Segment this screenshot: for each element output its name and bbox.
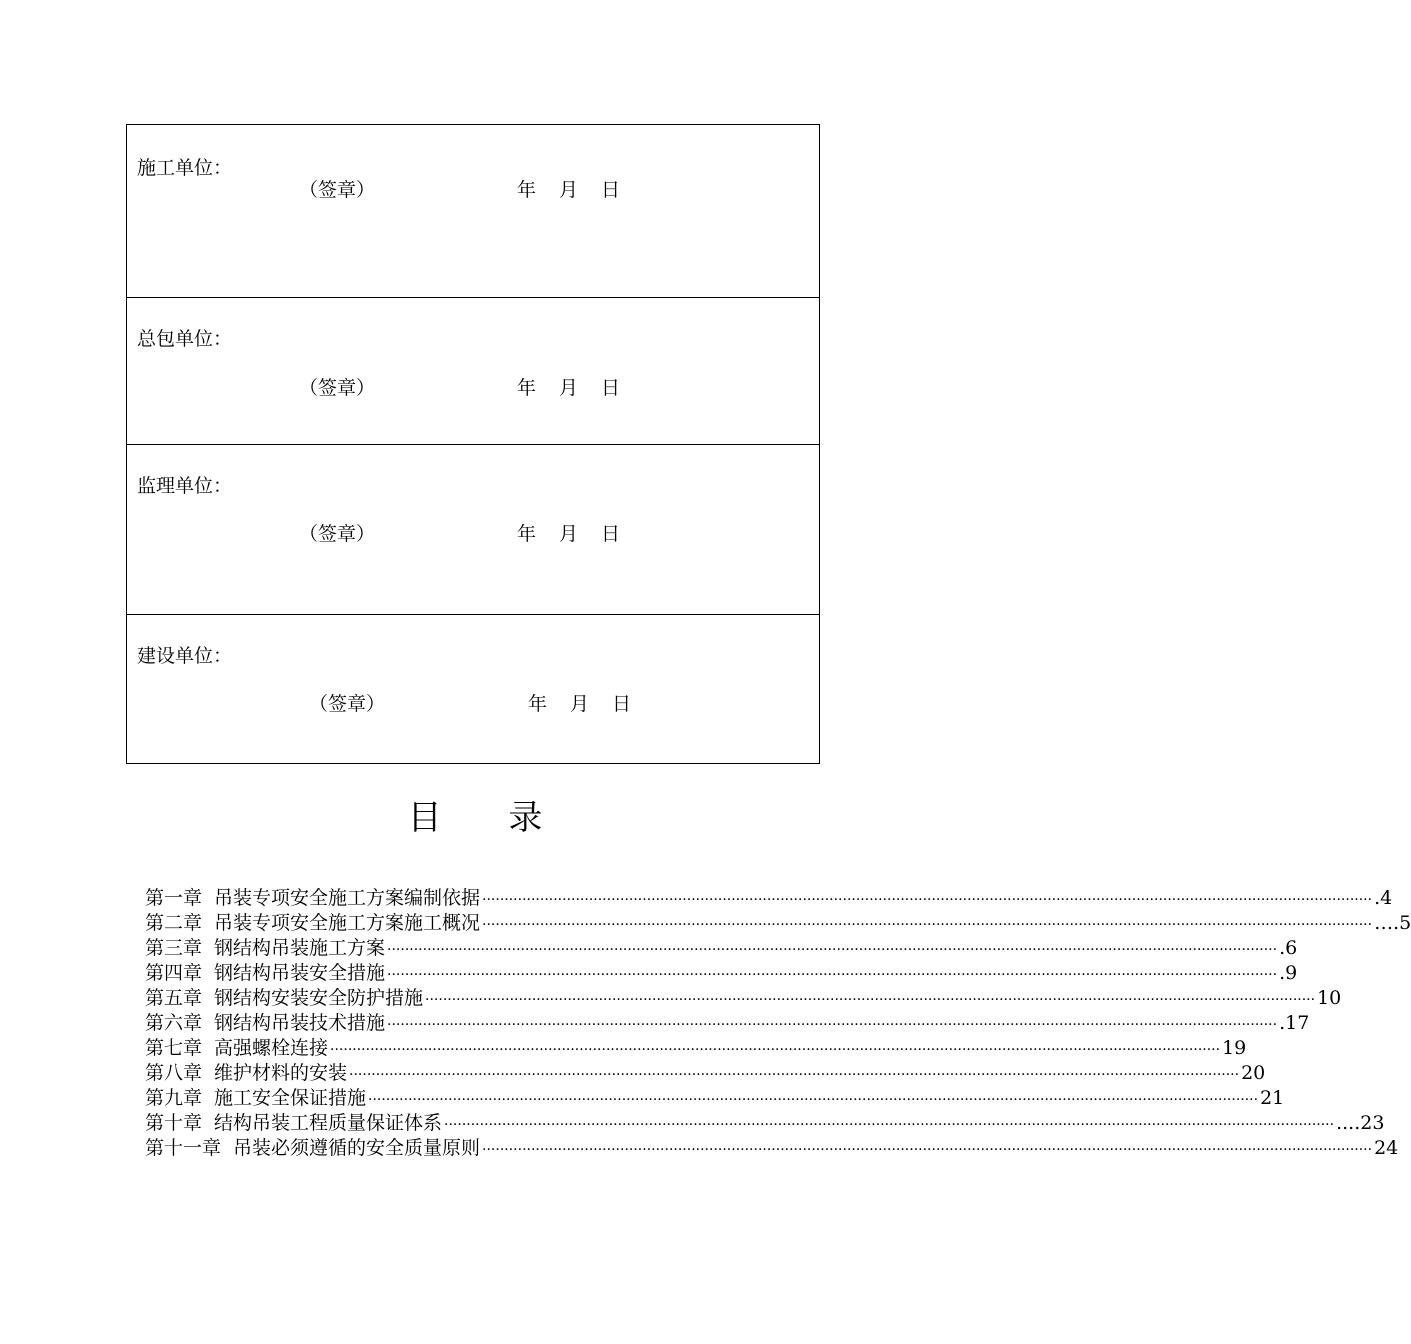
toc-entry [145, 986, 1342, 1011]
toc-chapter-number: 第八章 [145, 1062, 203, 1084]
toc-page-number: .4 [1374, 887, 1393, 909]
signature-row-owner [127, 615, 819, 765]
toc-chapter-number: 第二章 [145, 912, 203, 934]
toc-entry [145, 936, 1298, 961]
toc-page-number: 20 [1241, 1062, 1266, 1084]
toc-entry [145, 1061, 1266, 1086]
day-label: 日 [601, 179, 621, 201]
signature-row-construction [127, 125, 819, 298]
toc-page-number: .6 [1279, 937, 1298, 959]
unit-label: 建设单位： [137, 645, 233, 667]
toc-leader-dots: ········································································································································································································ [482, 1142, 1373, 1158]
toc-page-number: .17 [1279, 1012, 1310, 1034]
toc-chapter-number: 第七章 [145, 1037, 203, 1059]
toc-chapter-title: 结构吊装工程质量保证体系 [214, 1112, 443, 1134]
toc-chapter-title: 维护材料的安装 [214, 1062, 348, 1084]
toc-title: 目 录 [407, 798, 571, 838]
toc-leader-dots: ········································································································································································································ [482, 892, 1373, 908]
toc-entry [145, 1036, 1247, 1061]
toc-chapter-title: 吊装必须遵循的安全质量原则 [233, 1137, 481, 1159]
toc-page-number: 21 [1260, 1087, 1285, 1109]
toc-page-number: ....23 [1336, 1112, 1385, 1134]
toc-chapter-number: 第六章 [145, 1012, 203, 1034]
date-label [517, 175, 643, 202]
toc-entry [145, 1136, 1399, 1161]
toc-chapter-title: 施工安全保证措施 [214, 1087, 367, 1109]
toc-chapter-title: 吊装专项安全施工方案编制依据 [214, 887, 481, 909]
month-label: 月 [559, 377, 579, 399]
table-of-contents [145, 886, 1411, 1161]
toc-leader-dots: ········································································································································································································ [387, 1017, 1278, 1033]
toc-entry [145, 1011, 1310, 1036]
toc-chapter-title: 高强螺栓连接 [214, 1037, 329, 1059]
signature-row-supervisor [127, 445, 819, 615]
toc-chapter-number: 第十一章 [145, 1137, 222, 1159]
day-label: 日 [612, 693, 632, 715]
toc-leader-dots: ········································································································································································································ [482, 917, 1373, 933]
month-label: 月 [570, 693, 590, 715]
toc-leader-dots: ········································································································································································································ [330, 1042, 1221, 1058]
toc-leader-dots: ········································································································································································································ [387, 967, 1278, 983]
toc-chapter-title: 吊装专项安全施工方案施工概况 [214, 912, 481, 934]
toc-page-number: 24 [1374, 1137, 1399, 1159]
toc-page-number: ….5 [1374, 912, 1411, 934]
toc-chapter-number: 第四章 [145, 962, 203, 984]
toc-chapter-number: 第九章 [145, 1087, 203, 1109]
toc-leader-dots: ········································································································································································································ [368, 1092, 1259, 1108]
toc-chapter-title: 钢结构吊装安全措施 [214, 962, 386, 984]
toc-page-number: .9 [1279, 962, 1298, 984]
signature-table [126, 124, 820, 764]
year-label: 年 [517, 179, 537, 201]
toc-chapter-title: 钢结构吊装施工方案 [214, 937, 386, 959]
toc-entry [145, 961, 1298, 986]
month-label: 月 [559, 523, 579, 545]
toc-page-number: 10 [1317, 987, 1342, 1009]
day-label: 日 [601, 377, 621, 399]
date-label [517, 519, 643, 546]
toc-leader-dots: ········································································································································································································ [387, 942, 1278, 958]
day-label: 日 [601, 523, 621, 545]
toc-entry [145, 911, 1411, 936]
unit-label: 施工单位： [137, 157, 233, 179]
toc-leader-dots: ········································································································································································································ [444, 1117, 1335, 1133]
toc-page-number: 19 [1222, 1037, 1247, 1059]
seal-label: （签章） [299, 179, 376, 201]
toc-chapter-number: 第一章 [145, 887, 203, 909]
signature-row-general-contractor [127, 298, 819, 445]
year-label: 年 [517, 523, 537, 545]
seal-label: （签章） [299, 523, 376, 545]
year-label: 年 [517, 377, 537, 399]
toc-chapter-title: 钢结构安装安全防护措施 [214, 987, 424, 1009]
unit-label: 总包单位： [137, 328, 233, 350]
date-label [528, 689, 654, 716]
seal-label: （签章） [299, 377, 376, 399]
month-label: 月 [559, 179, 579, 201]
toc-chapter-number: 第五章 [145, 987, 203, 1009]
toc-chapter-number: 第十章 [145, 1112, 203, 1134]
toc-chapter-title: 钢结构吊装技术措施 [214, 1012, 386, 1034]
toc-leader-dots: ········································································································································································································ [425, 992, 1316, 1008]
toc-chapter-number: 第三章 [145, 937, 203, 959]
toc-leader-dots: ········································································································································································································ [349, 1067, 1240, 1083]
seal-label: （签章） [309, 693, 386, 715]
year-label: 年 [528, 693, 548, 715]
toc-entry [145, 886, 1393, 911]
toc-entry [145, 1111, 1385, 1136]
date-label [517, 373, 643, 400]
unit-label: 监理单位： [137, 475, 233, 497]
toc-entry [145, 1086, 1285, 1111]
